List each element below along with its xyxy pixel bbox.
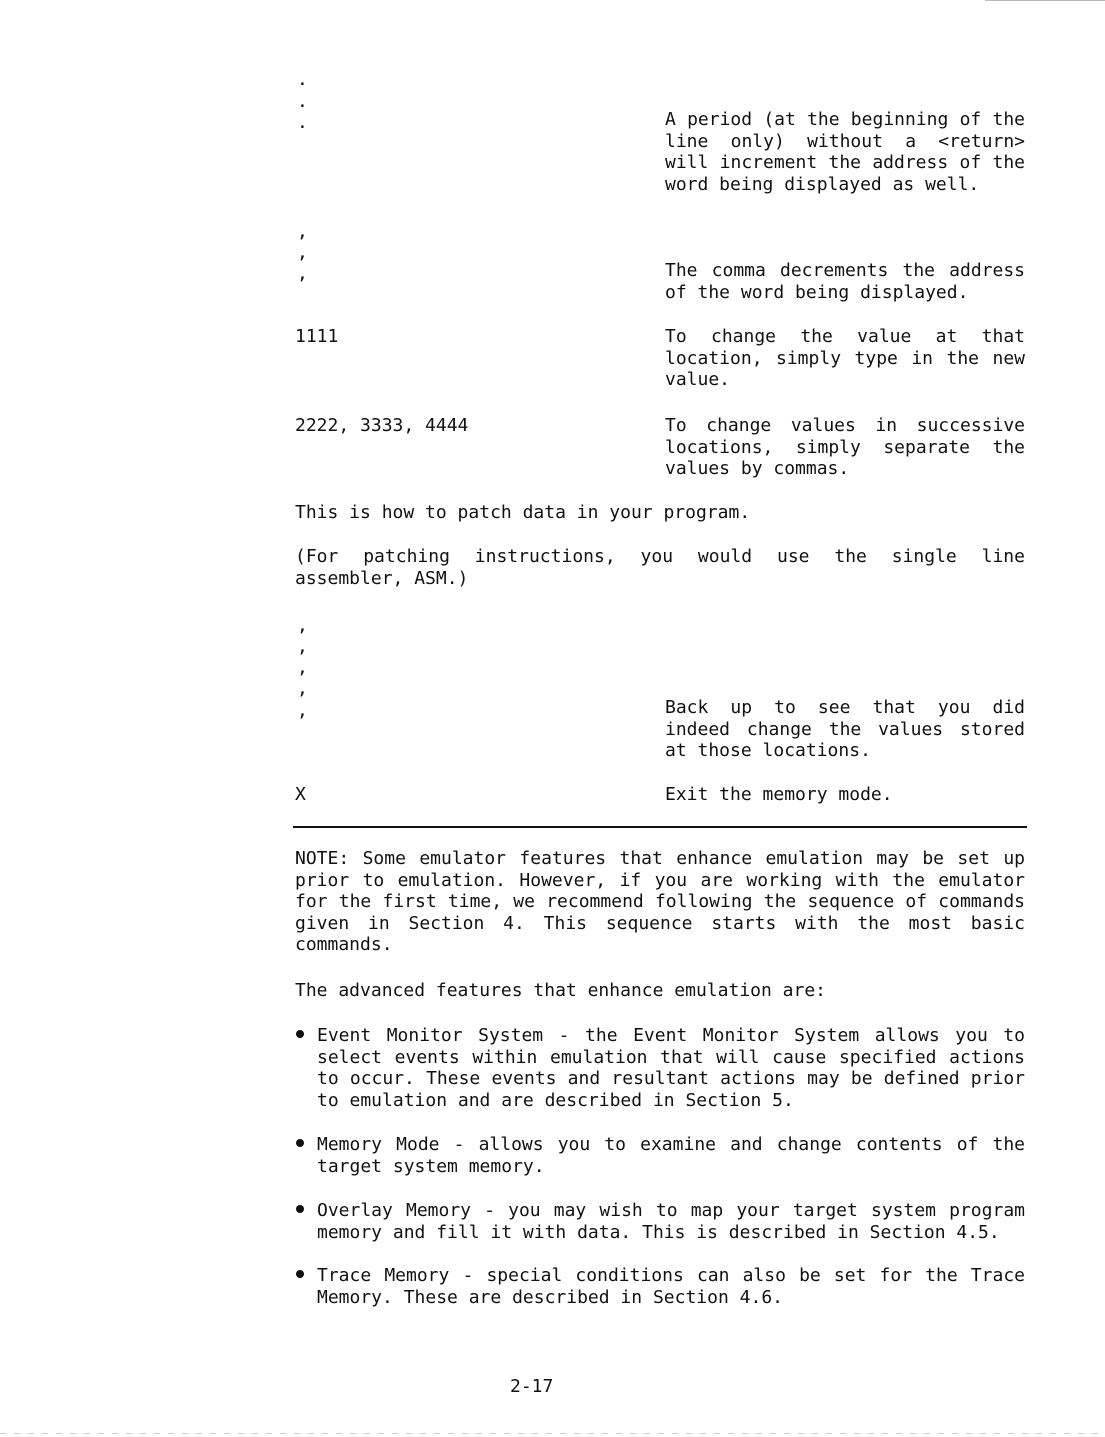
section-divider bbox=[293, 826, 1027, 828]
command-exit-x: X bbox=[295, 784, 306, 805]
command-comma-3: , bbox=[297, 263, 308, 284]
command-period-2: . bbox=[297, 91, 308, 112]
command-successive-values: 2222, 3333, 4444 bbox=[295, 415, 469, 436]
description-exit: Exit the memory mode. bbox=[665, 784, 893, 805]
features-intro: The advanced features that enhance emulation are: bbox=[295, 980, 827, 1001]
paragraph-patch-data: This is how to patch data in your program. bbox=[295, 502, 751, 523]
scan-edge-top bbox=[985, 0, 1105, 1]
command-period-3: . bbox=[297, 112, 308, 133]
command-comma-1: , bbox=[297, 221, 308, 242]
description-comma: The comma decrements the address of the word being displayed. bbox=[665, 260, 1025, 303]
scan-edge-bottom bbox=[0, 1433, 1105, 1434]
note-paragraph: NOTE: Some emulator features that enhance emulation may be set up prior to emulation. However, if you are working with the emulator for the first time, we recommend following the sequence of commands given in Section 4. This sequence starts with the most basic commands. bbox=[295, 848, 1025, 955]
command-backup-comma-4: , bbox=[297, 678, 308, 699]
command-period-1: . bbox=[297, 69, 308, 90]
bullet-event-monitor: Event Monitor System - the Event Monitor System allows you to select events within emulation that will cause specified actions to occur. These events and resultant actions may be defined prior to emulation and are described in Section 5. bbox=[317, 1025, 1025, 1111]
bullet-trace-memory: Trace Memory - special conditions can also be set for the Trace Memory. These are described in Section 4.6. bbox=[317, 1265, 1025, 1308]
command-backup-comma-5: , bbox=[297, 700, 308, 721]
command-backup-comma-2: , bbox=[297, 636, 308, 657]
description-successive-values: To change values in successive locations, simply separate the values by commas. bbox=[665, 415, 1025, 479]
command-comma-2: , bbox=[297, 242, 308, 263]
bullet-icon bbox=[295, 1266, 307, 1278]
command-backup-comma-3: , bbox=[297, 657, 308, 678]
bullet-icon bbox=[295, 1201, 307, 1213]
paragraph-patch-instructions: (For patching instructions, you would use the single line assembler, ASM.) bbox=[295, 546, 1025, 589]
description-change-value: To change the value at that location, simply type in the new value. bbox=[665, 326, 1025, 390]
bullet-memory-mode: Memory Mode - allows you to examine and change contents of the target system memory. bbox=[317, 1134, 1025, 1177]
command-value-1111: 1111 bbox=[295, 326, 339, 347]
description-backup: Back up to see that you did indeed change the values stored at those locations. bbox=[665, 697, 1025, 761]
command-backup-comma-1: , bbox=[297, 615, 308, 636]
page-number: 2-17 bbox=[510, 1376, 554, 1397]
bullet-icon bbox=[295, 1135, 307, 1147]
bullet-icon bbox=[295, 1026, 307, 1038]
description-period: A period (at the beginning of the line only) without a <return> will increment the address of the word being displayed as well. bbox=[665, 109, 1025, 195]
bullet-overlay-memory: Overlay Memory - you may wish to map your target system program memory and fill it with data. This is described in Section 4.5. bbox=[317, 1200, 1025, 1243]
